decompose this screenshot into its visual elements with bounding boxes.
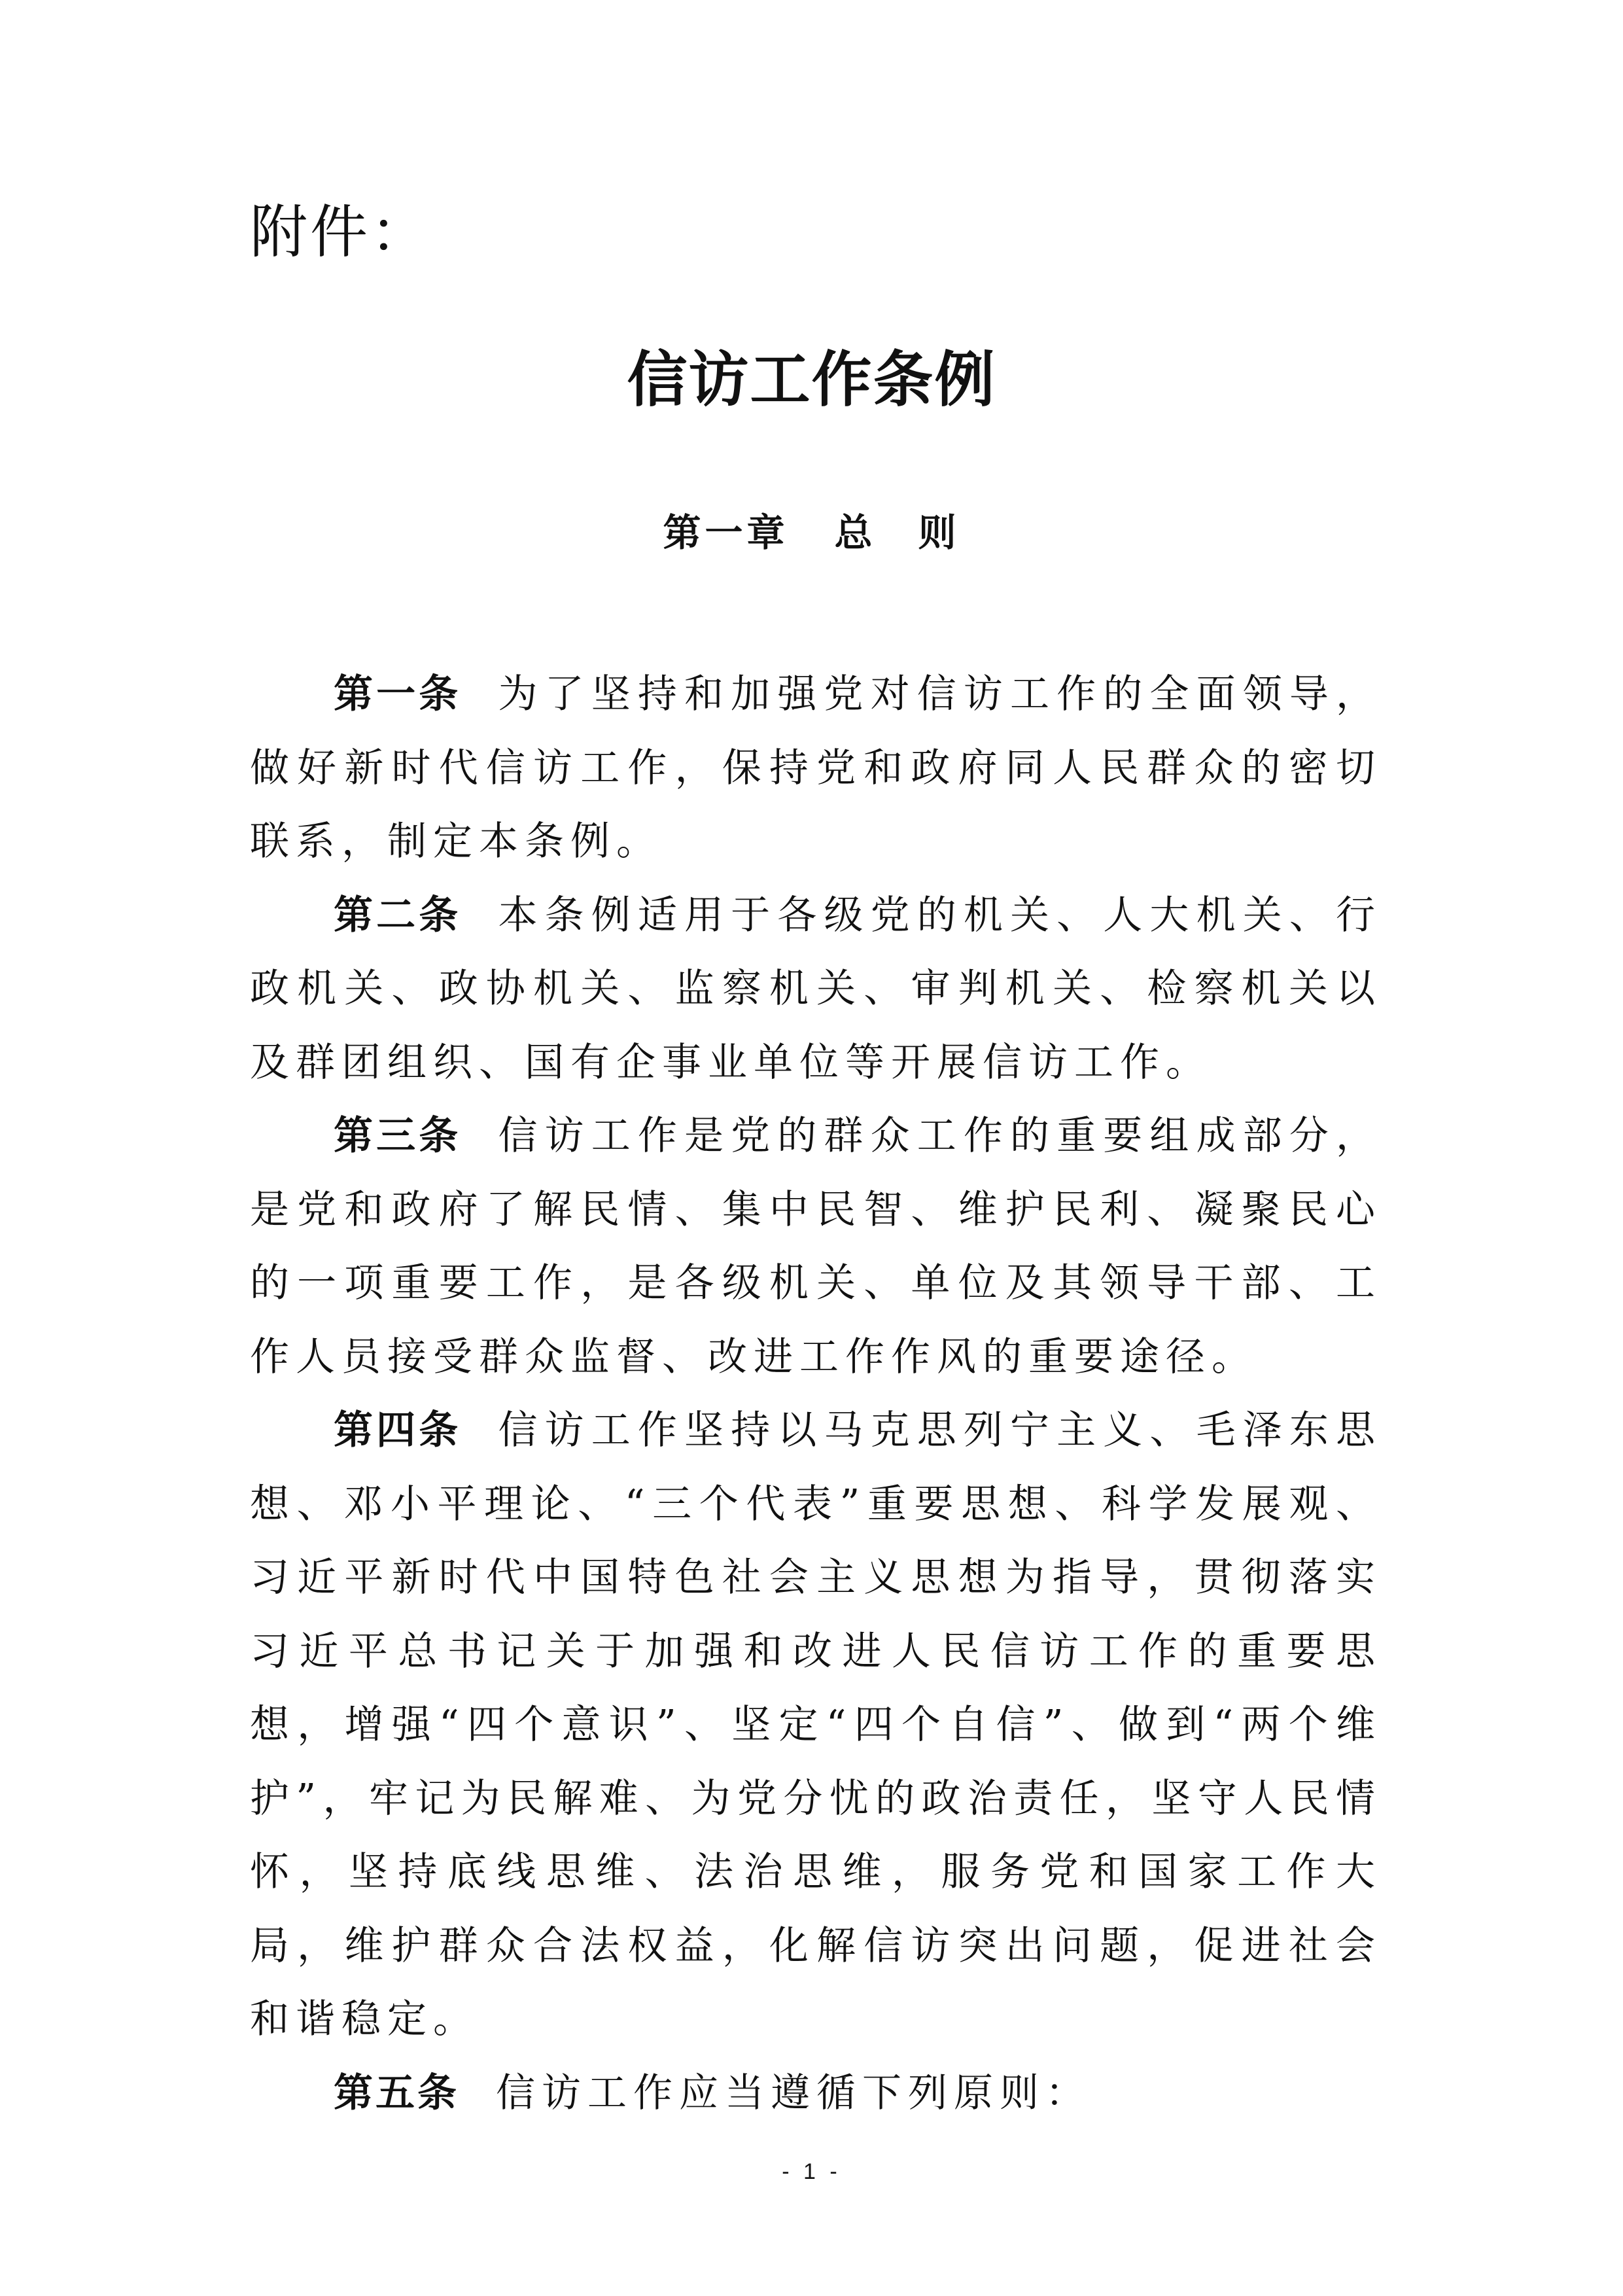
article-3 (250, 1099, 1382, 1394)
article-1 (250, 658, 1382, 879)
document-title: 信访工作条例 (627, 344, 996, 415)
chapter-heading (0, 509, 1623, 556)
article-heading: 第一条 (334, 671, 462, 717)
article-heading: 第二条 (334, 892, 462, 938)
article-2 (250, 879, 1382, 1100)
page-number: - 1 - (782, 2159, 841, 2184)
article-text: 为了坚持和加强党对信访工作的全面领导，做好新时代信访工作，保持党和政府同人民群众的密切联系，制定本条例。 (250, 671, 1382, 864)
article-text: 信访工作应当遵循下列原则： (496, 2070, 1091, 2116)
attachment-label: 附件： (250, 198, 431, 266)
document-body (250, 658, 1382, 2130)
chapter-number: 第一章 (663, 510, 789, 555)
article-text: 本条例适用于各级党的机关、人大机关、行政机关、政协机关、监察机关、审判机关、检察机关以及群团组织、国有企事业单位等开展信访工作。 (250, 892, 1382, 1086)
article-4 (250, 1394, 1382, 2057)
chapter-name: 总 则 (834, 510, 960, 555)
article-heading: 第三条 (334, 1113, 462, 1159)
article-5 (250, 2057, 1382, 2130)
article-heading: 第四条 (334, 1407, 462, 1453)
article-heading: 第五条 (334, 2070, 459, 2116)
article-text: 信访工作是党的群众工作的重要组成部分，是党和政府了解民情、集中民智、维护民利、凝聚民心的一项重要工作，是各级机关、单位及其领导干部、工作人员接受群众监督、改进工作作风的重要途径。 (250, 1113, 1382, 1380)
article-text: 信访工作坚持以马克思列宁主义、毛泽东思想、邓小平理论、“三个代表”重要思想、科学发展观、习近平新时代中国特色社会主义思想为指导，贯彻落实习近平总书记关于加强和改进人民信访工作的重要思想，增强“四个意识”、坚定“四个自信”、做到“两个维护”，牢记为民解难、为党分忧的政治责任，坚守人民情怀，坚持底线思维、法治思维，服务党和国家工作大局，维护群众合法权益，化解信访突出问题，促进社会和谐稳定。 (250, 1407, 1382, 2042)
